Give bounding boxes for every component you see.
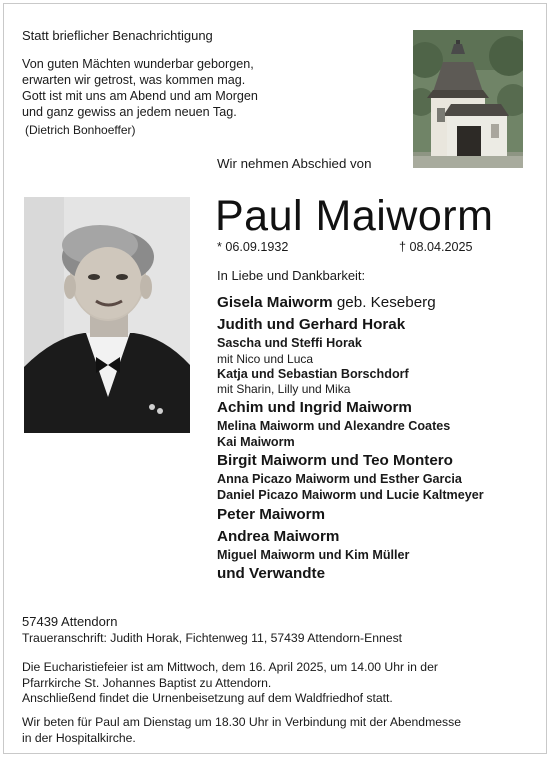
- notice-header: Statt brieflicher Benachrichtigung: [22, 28, 213, 43]
- family-member: Peter Maiworm: [217, 505, 326, 523]
- family-member: mit Sharin, Lilly und Mika: [217, 382, 351, 397]
- intro-text: Wir nehmen Abschied von: [217, 156, 372, 171]
- family-name: Gisela Maiworm: [217, 294, 333, 311]
- poem: [22, 56, 258, 120]
- eucharist-info: [22, 660, 534, 707]
- family-member: und Verwandte: [217, 565, 326, 583]
- birth-date: * 06.09.1932: [217, 240, 289, 254]
- info-line: Anschließend findet die Urnenbeisetzung auf dem Waldfriedhof statt.: [22, 691, 393, 706]
- family-member: Judith und Gerhard Horak: [217, 316, 406, 333]
- maiden-name: geb. Keseberg: [332, 294, 436, 311]
- family-member: Kai Maiworm: [217, 434, 295, 449]
- info-line: Die Eucharistiefeier ist am Mittwoch, dem 16. April 2025, um 14.00 Uhr in der: [22, 660, 438, 674]
- prayer-info: [22, 715, 534, 746]
- family-member: Sascha und Steffi Horak: [217, 336, 362, 350]
- family-member: [217, 292, 537, 314]
- family-member: Achim und Ingrid Maiworm: [217, 399, 412, 417]
- info-line: in der Hospitalkirche.: [22, 730, 136, 745]
- info-line: Pfarrkirche St. Johannes Baptist zu Attendorn.: [22, 675, 272, 690]
- portrait-photo: [24, 197, 190, 433]
- place: 57439 Attendorn: [22, 614, 118, 629]
- info-line: Wir beten für Paul am Dienstag um 18.30 Uhr in Verbindung mit der Abendmesse: [22, 715, 461, 729]
- deceased-name: Paul Maiworm: [215, 192, 494, 240]
- dedication-line: In Liebe und Dankbarkeit:: [217, 268, 366, 283]
- family-member: mit Nico und Luca: [217, 351, 314, 366]
- poem-author: (Dietrich Bonhoeffer): [25, 123, 136, 137]
- family-member: Anna Picazo Maiworm und Esther Garcia: [217, 472, 462, 487]
- family-member: Katja und Sebastian Borschdorf: [217, 366, 409, 381]
- poem-line: und ganz gewiss an jedem neuen Tag.: [22, 105, 237, 119]
- family-member: Andrea Maiworm: [217, 527, 340, 545]
- family-member: Melina Maiworm und Alexandre Coates: [217, 419, 451, 434]
- family-list: [217, 292, 537, 585]
- family-member: Birgit Maiworm und Teo Montero: [217, 452, 453, 470]
- mourning-address: Traueranschrift: Judith Horak, Fichtenweg 11, 57439 Attendorn-Ennest: [22, 631, 403, 645]
- poem-line: erwarten wir getrost, was kommen mag.: [22, 73, 246, 87]
- death-date: † 08.04.2025: [399, 240, 473, 254]
- family-member: Miguel Maiworm und Kim Müller: [217, 547, 410, 562]
- obituary-notice: [3, 3, 547, 754]
- family-member: Daniel Picazo Maiworm und Lucie Kaltmeyer: [217, 487, 484, 502]
- poem-line: Von guten Mächten wunderbar geborgen,: [22, 57, 254, 71]
- chapel-photo: [413, 30, 523, 168]
- poem-line: Gott ist mit uns am Abend und am Morgen: [22, 89, 258, 103]
